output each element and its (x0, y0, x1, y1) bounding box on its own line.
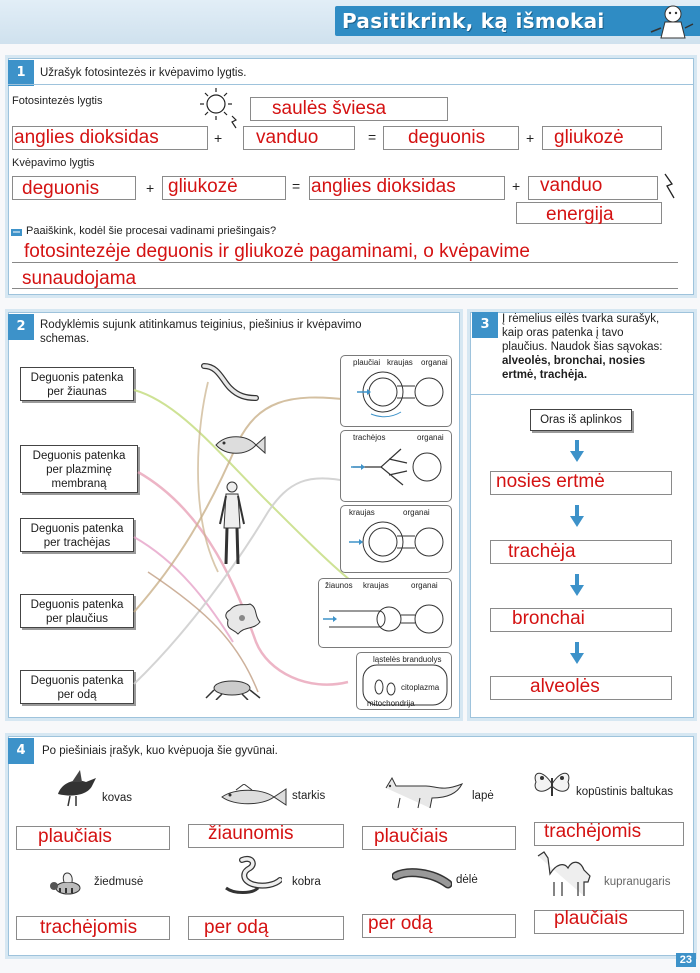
breathing-answer-4: trachėjomis (544, 821, 642, 842)
section-1-number: 1 (8, 60, 34, 86)
page-title: Pasitikrink, ką išmokai (342, 9, 605, 33)
fish-icon (212, 432, 266, 458)
amoeba-icon (222, 600, 262, 636)
leech-icon (392, 866, 452, 894)
schema-label: trachėjos (353, 433, 386, 442)
animal-name: kopūstinis baltukas (576, 786, 674, 798)
statement-text: Deguonis patenka (30, 372, 124, 384)
photo-condition-answer: saulės šviesa (272, 98, 387, 119)
section-3-number: 3 (472, 312, 498, 338)
statement-text: Deguonis patenka (32, 450, 126, 462)
breathing-answer-1: plaučiais (38, 826, 112, 847)
statement-text: membraną (51, 478, 107, 490)
sequence-answer-1: nosies ertmė (496, 471, 605, 492)
section-1-title: Užrašyk fotosintezės ir kvėpavimo lygtis. (40, 67, 247, 79)
rook-icon (52, 768, 100, 808)
schema-lungs[interactable] (340, 355, 452, 427)
resp-answer-b: gliukozė (168, 176, 238, 197)
schema-label: kraujas (349, 508, 375, 517)
section-3-intro-line3: plaučius. Naudok šias sąvokas: (502, 341, 663, 353)
pencil-icon (11, 228, 23, 238)
energy-bolt-icon (662, 172, 678, 202)
arrow-down-icon (570, 642, 584, 664)
resp-answer-a: deguonis (22, 178, 100, 199)
schema-label: plaučiai (353, 358, 381, 367)
animal-name: kovas (102, 792, 133, 804)
cartoon-icon (643, 2, 697, 42)
cabbage-butterfly-icon (530, 766, 574, 804)
section-3-terms-line2: ertmė, trachėja. (502, 369, 588, 381)
animal-name: dėlė (456, 874, 478, 886)
schema-label: organai (417, 433, 444, 442)
schema-tracheae[interactable] (340, 430, 452, 502)
statement-text: per plazminę (46, 464, 112, 476)
plus-sign: + (526, 130, 535, 146)
schema-label: ląstelės branduolys (373, 655, 442, 664)
worm-icon (200, 360, 260, 404)
animal-name: starkis (292, 790, 326, 802)
schema-gills[interactable] (318, 578, 452, 648)
arrow-down-icon (570, 505, 584, 527)
schema-label: organai (403, 508, 430, 517)
schema-label: organai (421, 358, 448, 367)
sun-icon (196, 86, 240, 130)
section-2-title-line2: schemas. (40, 333, 90, 345)
hoverfly-icon (44, 870, 88, 904)
schema-label: mitochondrija (367, 699, 415, 708)
animal-name: lapė (472, 790, 494, 802)
section-2-number: 2 (8, 314, 34, 340)
resp-answer-c: anglies dioksidas (311, 176, 456, 197)
photo-answer-c: deguonis (408, 127, 486, 148)
explanation-answer-line2: sunaudojama (22, 268, 137, 289)
section-3-intro-line1: Į rėmelius eilės tvarka surašyk, (502, 313, 660, 325)
section-2-title-line1: Rodyklėmis sujunk atitinkamus teiginius, piešinius ir kvėpavimo (40, 319, 362, 331)
frog-icon (204, 674, 262, 700)
plus-sign: + (512, 178, 521, 194)
statement-text: Deguonis patenka (30, 675, 124, 687)
animal-name: žiedmusė (94, 876, 144, 888)
air-source-box: Oras iš aplinkos (530, 409, 632, 431)
sequence-answer-3: bronchai (512, 608, 585, 629)
section-4-title: Po piešiniais įrašyk, kuo kvėpuoja šie gyvūnai. (42, 745, 278, 757)
statement-text: Deguonis patenka (30, 523, 124, 535)
section-3-intro-line2: kaip oras patenka į tavo (502, 327, 624, 339)
page-number: 23 (676, 953, 696, 967)
statement-text: per žiaunas (47, 386, 107, 398)
statement-text: per trachėjas (43, 537, 111, 549)
equals-sign: = (368, 129, 377, 145)
schema-label: kraujas (363, 581, 389, 590)
cobra-icon (222, 854, 282, 896)
resp-answer-d: vanduo (540, 175, 603, 196)
section-3-terms-line1: alveolės, bronchai, nosies (502, 355, 646, 367)
photo-answer-a: anglies dioksidas (14, 127, 159, 148)
statement-text: per odą (57, 689, 97, 701)
fox-icon (376, 770, 466, 810)
schema-label: žiaunos (325, 581, 353, 590)
statement-text: per plaučius (45, 613, 108, 625)
schema-membrane[interactable] (340, 505, 452, 573)
sequence-answer-4: alveolės (530, 676, 600, 697)
explanation-answer-line1: fotosintezėje deguonis ir gliukozė pagaminami, o kvėpavime (24, 241, 530, 262)
human-icon (218, 480, 246, 568)
plus-sign: + (146, 180, 155, 196)
breathing-answer-3: plaučiais (374, 826, 448, 847)
arrow-down-icon (570, 440, 584, 462)
divider (8, 84, 694, 85)
photosynthesis-label: Fotosintezės lygtis (12, 95, 103, 107)
question-text: Paaiškink, kodėl šie procesai vadinami priešingais? (26, 225, 277, 237)
arrow-down-icon (570, 574, 584, 596)
photo-answer-d: gliukozė (554, 127, 624, 148)
equals-sign: = (292, 178, 301, 194)
sequence-answer-2: trachėja (508, 541, 576, 562)
plus-sign: + (214, 130, 223, 146)
camel-icon (534, 846, 598, 898)
schema-label: citoplazma (401, 683, 440, 692)
breathing-answer-2: žiaunomis (208, 823, 294, 844)
animal-name: kupranugaris (604, 876, 671, 888)
breathing-answer-6: per odą (204, 917, 269, 938)
section-4-number: 4 (8, 738, 34, 764)
schema-label: kraujas (387, 358, 413, 367)
schema-skin[interactable] (356, 652, 452, 710)
animal-name: kobra (292, 876, 321, 888)
photo-answer-b: vanduo (256, 127, 319, 148)
statement-text: Deguonis patenka (30, 599, 124, 611)
resp-answer-e: energija (546, 204, 614, 225)
breathing-answer-5: trachėjomis (40, 917, 138, 938)
breathing-answer-8: plaučiais (554, 908, 628, 929)
respiration-label: Kvėpavimo lygtis (12, 157, 95, 169)
pikeperch-icon (216, 784, 288, 810)
breathing-answer-7: per odą (368, 913, 433, 934)
divider (470, 394, 694, 395)
schema-label: organai (411, 581, 438, 590)
